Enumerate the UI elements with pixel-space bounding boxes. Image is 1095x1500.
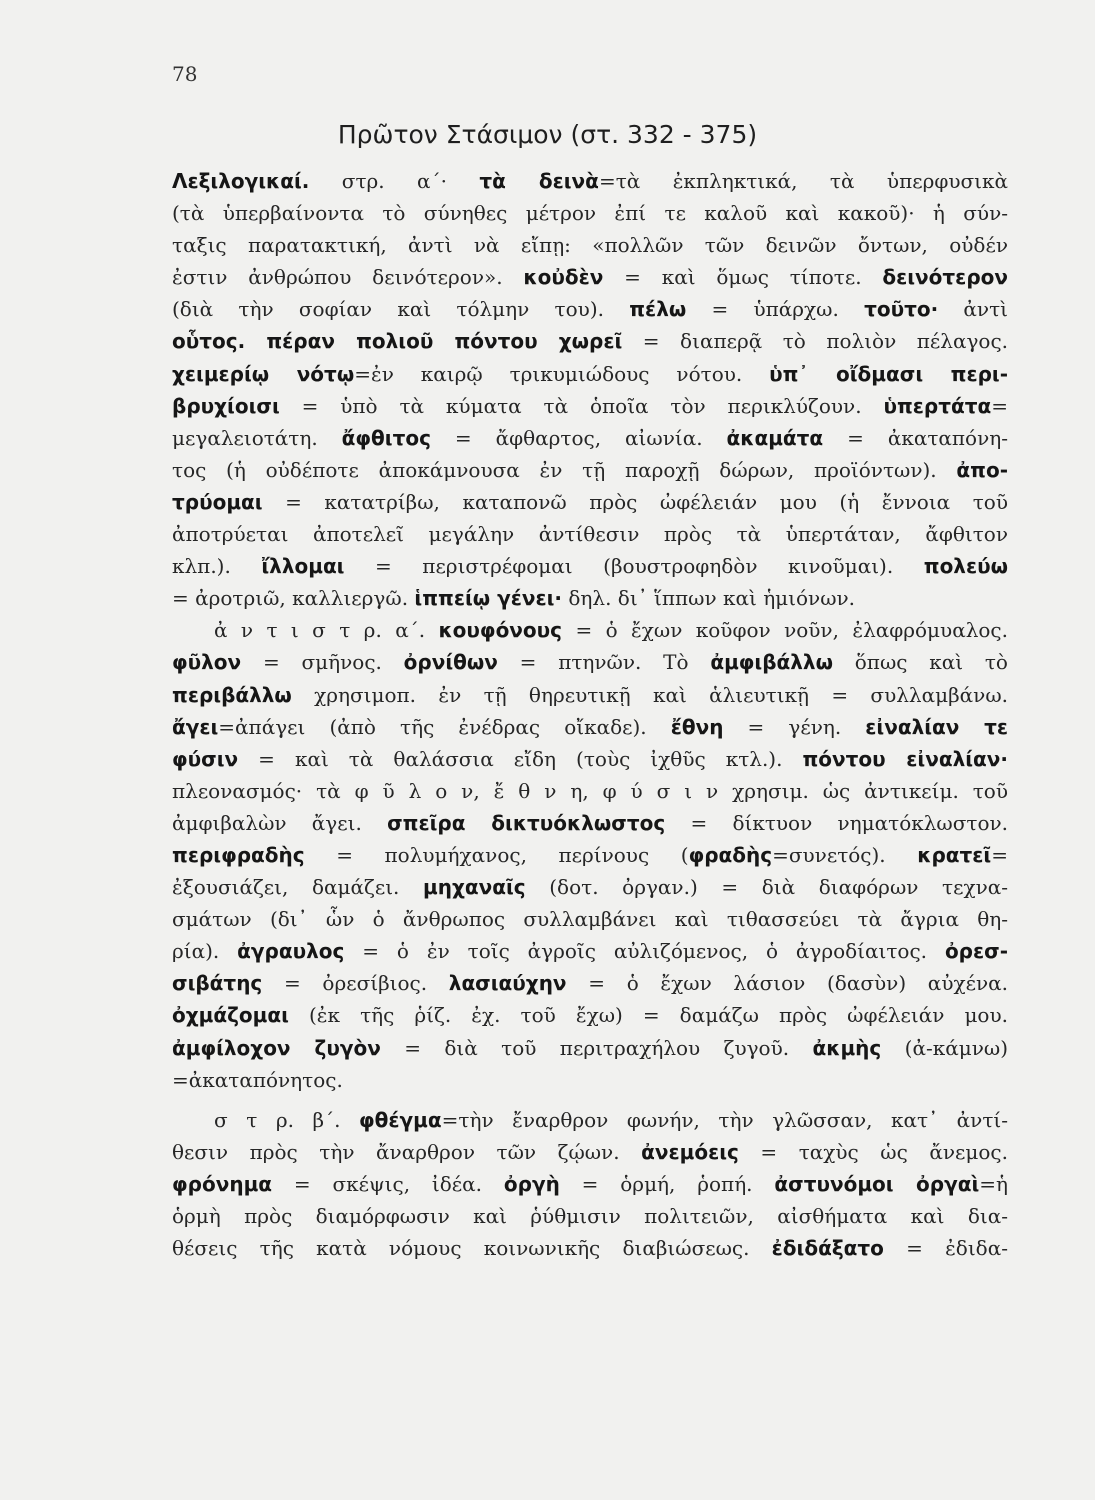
text-line: θέσεις τῆς κατὰ νόμους κοινωνικῆς διαβιώσεως. ἐδιδάξατο = ἐδιδα- — [172, 1236, 1008, 1261]
page-number: 78 — [172, 62, 198, 86]
text-line: ἐξουσιάζει, δαμάζει. μηχαναῖς (δοτ. ὀργαν.) = διὰ διαφόρων τεχνα- — [172, 875, 1008, 900]
text-line: φῦλον = σμῆνος. ὀρνίθων = πτηνῶν. Τὸ ἀμφιβάλλω ὅπως καὶ τὸ — [172, 650, 1008, 675]
section-title: Πρῶτον Στάσιμον (στ. 332 - 375) — [337, 120, 758, 149]
text-line: =ἀκαταπόνητος. — [172, 1067, 343, 1092]
text-line: ὁρμὴ πρὸς διαμόρφωσιν καὶ ῥύθμισιν πολιτειῶν, αἰσθήματα καὶ δια- — [172, 1204, 1008, 1228]
text-line: ταξις παρατακτική, ἀντὶ νὰ εἴπῃ: «πολλῶν τῶν δεινῶν ὄντων, οὐδέν — [172, 233, 1008, 258]
text-line: (τὰ ὑπερβαίνοντα τὸ σύνηθες μέτρον ἐπί τε καλοῦ καὶ κακοῦ)· ἡ σύν- — [172, 201, 1008, 226]
text-line: βρυχίοισι = ὑπὸ τὰ κύματα τὰ ὁποῖα τὸν περικλύζουν. ὑπερτάτα= — [172, 393, 1008, 418]
text-line: τρύομαι = κατατρίβω, καταπονῶ πρὸς ὠφέλειάν μου (ἡ ἔννοια τοῦ — [172, 489, 1008, 514]
text-line: σιβάτης = ὀρεσίβιος. λασιαύχην = ὁ ἔχων λάσιον (δασὺν) αὐχένα. — [172, 971, 1008, 996]
text-line: χειμερίῳ νότῳ=ἐν καιρῷ τρικυμιώδους νότου. ὑπ᾽ οἴδμασι περι- — [172, 361, 1008, 386]
text-line: μεγαλειοτάτη. ἄφθιτος = ἄφθαρτος, αἰωνία. ἀκαμάτα = ἀκαταπόνη- — [172, 425, 1008, 450]
text-line: ἀμφίλοχον ζυγὸν = διὰ τοῦ περιτραχήλου ζυγοῦ. ἀκμὴς (ἀ-κάμνω) — [172, 1035, 1008, 1060]
text-line: ὀχμάζομαι (ἐκ τῆς ῥίζ. ἐχ. τοῦ ἔχω) = δαμάζω πρὸς ὠφέλειάν μου. — [172, 1003, 1008, 1028]
text-line: σ τ ρ. β΄. φθέγμα=τὴν ἔναρθρον φωνήν, τὴν γλῶσσαν, κατ᾽ ἀντί- — [214, 1107, 1008, 1132]
text-line: ἄγει=ἀπάγει (ἀπὸ τῆς ἐνέδρας οἴκαδε). ἔθνη = γένη. εἰναλίαν τε — [172, 714, 1008, 739]
text-line: (διὰ τὴν σοφίαν καὶ τόλμην του). πέλω = ὑπάρχω. τοῦτο· ἀντὶ — [172, 297, 1008, 322]
text-line: Λεξιλογικαί. στρ. α΄· τὰ δεινὰ=τὰ ἐκπληκτικά, τὰ ὑπερφυσικὰ — [172, 169, 1008, 193]
text-line: σμάτων (δι᾽ ὧν ὁ ἄνθρωπος συλλαμβάνει καὶ τιθασσεύει τὰ ἄγρια θη- — [172, 907, 1008, 932]
text-line: οὗτος. πέραν πολιοῦ πόντου χωρεῖ = διαπερᾷ τὸ πολιὸν πέλαγος. — [172, 329, 1008, 354]
text-line: φύσιν = καὶ τὰ θαλάσσια εἴδη (τοὺς ἰχθῦς κτλ.). πόντου εἰναλίαν· — [172, 746, 1008, 771]
text-line: ἀ ν τ ι σ τ ρ. α΄. κουφόνους = ὁ ἔχων κοῦφον νοῦν, ἐλαφρόμυαλος. — [214, 618, 1008, 643]
commentary-text — [172, 165, 1008, 1264]
text-line: = ἀροτριῶ, καλλιεργῶ. ἱππείῳ γένει· δηλ. δι᾽ ἵππων καὶ ἡμιόνων. — [172, 586, 856, 611]
text-line: ἀποτρύεται ἀποτελεῖ μεγάλην ἀντίθεσιν πρὸς τὰ ὑπερτάταν, ἄφθιτον — [172, 522, 1008, 547]
text-line: πλεονασμός· τὰ φ ῦ λ ο ν, ἔ θ ν η, φ ύ σ ι ν χρησιμ. ὡς ἀντικείμ. τοῦ — [172, 778, 1008, 803]
text-line: θεσιν πρὸς τὴν ἄναρθρον τῶν ζῴων. ἀνεμόεις = ταχὺς ὡς ἄνεμος. — [172, 1139, 1008, 1164]
text-line: κλπ.). ἴλλομαι = περιστρέφομαι (βουστροφηδὸν κινοῦμαι). πολεύω — [172, 554, 1008, 579]
text-line: περιφραδὴς = πολυμήχανος, περίνους (φραδὴς=συνετός). κρατεῖ= — [172, 842, 1008, 867]
text-line: ἐστιν ἀνθρώπου δεινότερον». κοὐδὲν = καὶ ὅμως τίποτε. δεινότερον — [172, 265, 1008, 290]
text-line: ρία). ἀγραυλος = ὁ ἐν τοῖς ἀγροῖς αὐλιζόμενος, ὁ ἀγροδίαιτος. ὀρεσ- — [172, 939, 1008, 964]
text-line: φρόνημα = σκέψις, ἰδέα. ὀργὴ = ὁρμή, ῥοπή. ἀστυνόμοι ὀργαὶ=ἡ — [172, 1171, 1008, 1196]
text-line: ἀμφιβαλὼν ἄγει. σπεῖρα δικτυόκλωστος = δίκτυον νηματόκλωστον. — [172, 810, 1008, 835]
text-line: τος (ἡ οὐδέποτε ἀποκάμνουσα ἐν τῇ παροχῇ δώρων, προϊόντων). ἀπο- — [172, 457, 1008, 482]
text-line: περιβάλλω χρησιμοπ. ἐν τῇ θηρευτικῇ καὶ ἁλιευτικῇ = συλλαμβάνω. — [172, 682, 1008, 707]
